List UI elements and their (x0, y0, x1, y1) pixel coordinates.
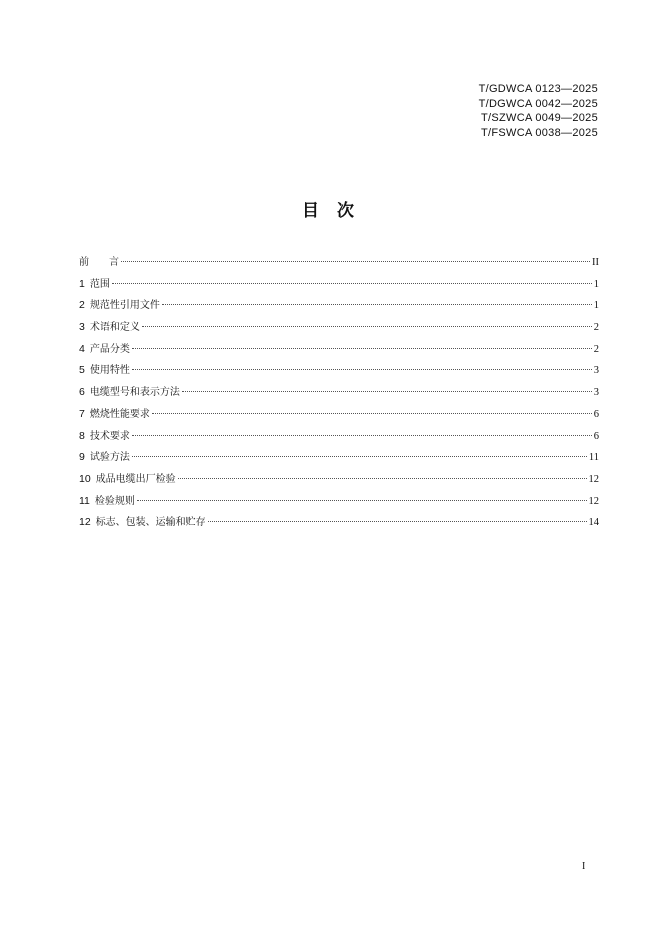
toc-entry-title: 使用特性 (89, 365, 130, 377)
toc-dot-leader (132, 369, 592, 370)
toc-entry-title: 术语和定义 (89, 322, 140, 334)
toc-entry-label (79, 317, 140, 339)
toc-entry-page: 1 (593, 300, 599, 312)
toc-entry-number: 1 (79, 277, 85, 290)
toc-entry-title: 技术要求 (89, 430, 130, 442)
page-number: I (582, 861, 586, 872)
toc-entry[interactable] (79, 317, 599, 339)
toc-entry-title: 标志、包装、运输和贮存 (95, 517, 206, 529)
toc-entry-number: 10 (79, 472, 91, 485)
toc-entry-title: 检验规则 (94, 495, 135, 507)
toc-dot-leader (208, 521, 587, 522)
toc-entry[interactable] (79, 404, 599, 426)
toc-entry[interactable] (79, 339, 599, 361)
toc-entry-page: 1 (593, 278, 599, 290)
toc-dot-leader (112, 283, 592, 284)
page-title: 目 次 (302, 201, 360, 221)
toc-entry-page: 14 (588, 517, 599, 529)
toc-entry-title: 燃烧性能要求 (89, 408, 150, 420)
toc-dot-leader (142, 326, 592, 327)
standard-codes (479, 82, 598, 140)
toc-entry-number: 6 (79, 386, 85, 399)
toc-entry-number: 7 (79, 407, 85, 420)
toc-dot-leader (132, 348, 592, 349)
toc-entry-label (79, 426, 130, 448)
toc-entry-label (79, 491, 135, 513)
toc-entry-label (79, 295, 160, 317)
toc-entry-number: 4 (79, 342, 85, 355)
toc-entry-number: 3 (79, 321, 85, 334)
toc-entry-page: 2 (593, 343, 599, 355)
toc-entry-number: 8 (79, 429, 85, 442)
table-of-contents (79, 252, 599, 534)
standard-code: T/GDWCA 0123—2025 (478, 83, 598, 95)
toc-entry-label (79, 404, 150, 426)
toc-entry[interactable] (79, 491, 599, 513)
toc-entry-title: 电缆型号和表示方法 (89, 387, 180, 399)
toc-entry-label (79, 447, 130, 469)
toc-entry-title: 产品分类 (89, 343, 130, 355)
toc-dot-leader (178, 478, 587, 479)
toc-entry-title: 试验方法 (89, 452, 130, 464)
toc-entry-number: 12 (79, 516, 91, 529)
toc-entry-title: 规范性引用文件 (89, 300, 160, 312)
toc-entry[interactable] (79, 252, 599, 274)
toc-entry-label (79, 382, 180, 404)
standard-code: T/SZWCA 0049—2025 (481, 112, 598, 124)
toc-dot-leader (121, 261, 590, 262)
toc-entry[interactable] (79, 295, 599, 317)
toc-entry[interactable] (79, 274, 599, 296)
toc-dot-leader (152, 413, 592, 414)
toc-entry-title: 范围 (89, 278, 110, 290)
standard-code: T/FSWCA 0038—2025 (481, 126, 598, 139)
toc-entry-page: 11 (588, 452, 599, 464)
toc-entry-page: 6 (593, 408, 599, 420)
toc-entry-number: 2 (79, 299, 85, 312)
toc-entry-label (79, 360, 130, 382)
toc-dot-leader (132, 435, 592, 436)
toc-entry[interactable] (79, 382, 599, 404)
toc-dot-leader (182, 391, 592, 392)
toc-dot-leader (137, 500, 587, 501)
toc-entry-title: 前 言 (79, 257, 119, 268)
toc-entry-number: 11 (79, 494, 90, 507)
toc-entry[interactable] (79, 469, 599, 491)
standard-code: T/DGWCA 0042—2025 (478, 97, 598, 110)
toc-entry-page: II (592, 257, 599, 268)
toc-dot-leader (132, 456, 587, 457)
toc-entry-page: 3 (593, 365, 599, 377)
toc-entry-page: 12 (588, 495, 599, 507)
toc-entry[interactable] (79, 360, 599, 382)
toc-entry-label (79, 252, 119, 274)
toc-entry-page: 6 (593, 430, 599, 442)
toc-entry[interactable] (79, 512, 599, 534)
toc-entry-page: 12 (588, 473, 599, 485)
toc-entry[interactable] (79, 447, 599, 469)
toc-entry-label (79, 512, 206, 534)
toc-entry-title: 成品电缆出厂检验 (95, 473, 176, 485)
toc-entry-label (79, 274, 110, 296)
toc-entry-page: 2 (593, 322, 599, 334)
toc-entry-page: 3 (593, 387, 599, 399)
toc-entry-label (79, 469, 176, 491)
toc-entry[interactable] (79, 426, 599, 448)
toc-entry-number: 5 (79, 364, 85, 377)
toc-dot-leader (162, 304, 592, 305)
toc-entry-number: 9 (79, 451, 85, 464)
toc-entry-label (79, 339, 130, 361)
